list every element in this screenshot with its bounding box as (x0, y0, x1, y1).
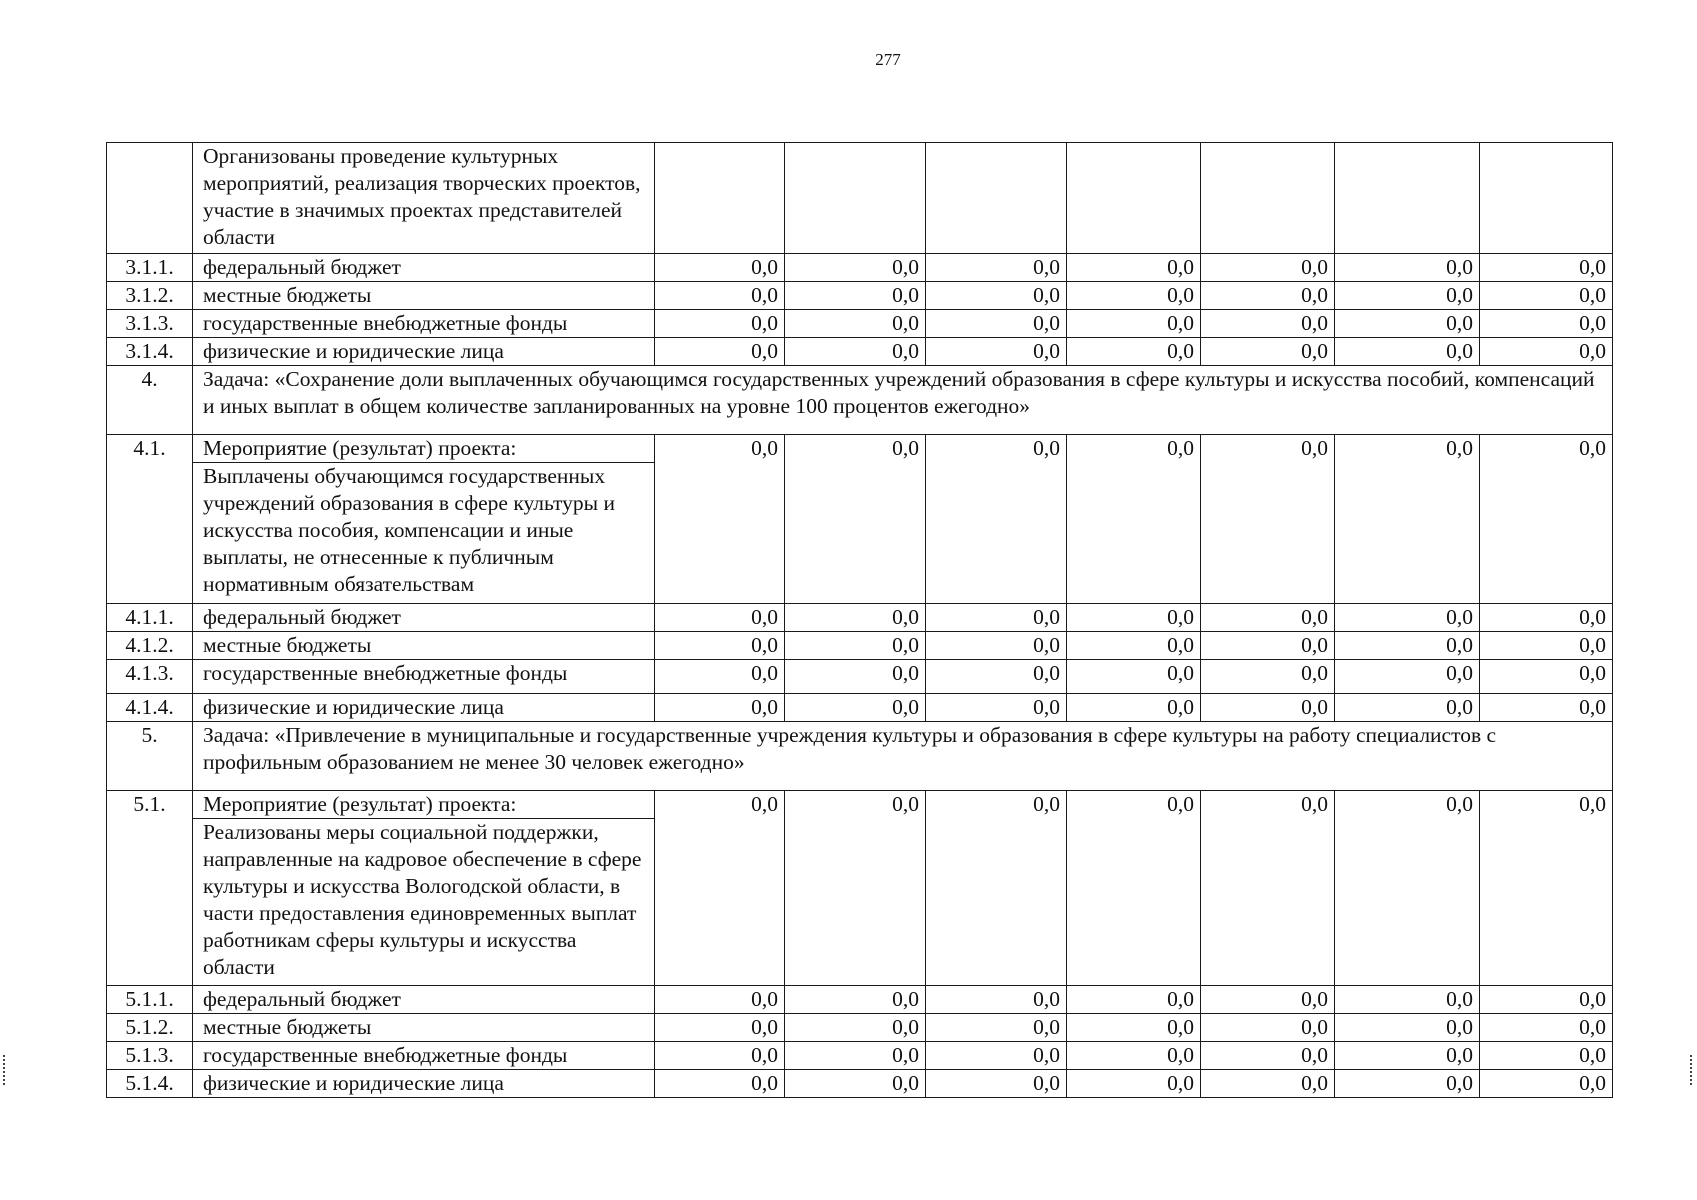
value-cell: 0,0 (1480, 435, 1613, 604)
right-margin-mark (1690, 1055, 1694, 1085)
funding-source-label: физические и юридические лица (193, 694, 655, 722)
value-cell: 0,0 (785, 282, 926, 310)
value-cell: 0,0 (785, 1070, 926, 1098)
value-cell: 0,0 (785, 254, 926, 282)
value-cell: 0,0 (655, 604, 785, 632)
value-cell: 0,0 (1480, 1070, 1613, 1098)
funding-source-row (107, 604, 1613, 632)
funding-source-row (107, 986, 1613, 1014)
row-number-cell: 4.1.3. (107, 660, 193, 694)
funding-source-label: федеральный бюджет (193, 986, 655, 1014)
row-number-cell: 5.1.3. (107, 1042, 193, 1070)
value-cell: 0,0 (1480, 694, 1613, 722)
value-cell: 0,0 (655, 310, 785, 338)
value-cell: 0,0 (1335, 632, 1480, 660)
task-number-cell: 5. (107, 722, 193, 791)
funding-source-row (107, 660, 1613, 694)
funding-source-row (107, 310, 1613, 338)
value-cell: 0,0 (655, 632, 785, 660)
value-cell: 0,0 (655, 282, 785, 310)
row-number-cell: 4.1.2. (107, 632, 193, 660)
empty-value-cell (655, 143, 785, 254)
value-cell: 0,0 (1201, 338, 1335, 366)
value-cell: 0,0 (926, 632, 1067, 660)
value-cell: 0,0 (1201, 791, 1335, 986)
value-cell: 0,0 (1480, 310, 1613, 338)
value-cell: 0,0 (655, 1070, 785, 1098)
table-body (107, 143, 1613, 1098)
funding-source-row (107, 1042, 1613, 1070)
value-cell: 0,0 (1335, 435, 1480, 604)
value-cell: 0,0 (1335, 338, 1480, 366)
funding-source-row (107, 694, 1613, 722)
row-number-cell: 5.1.1. (107, 986, 193, 1014)
value-cell: 0,0 (655, 986, 785, 1014)
value-cell: 0,0 (926, 1070, 1067, 1098)
value-cell: 0,0 (1480, 1014, 1613, 1042)
value-cell: 0,0 (1067, 1042, 1201, 1070)
row-description-cell: Организованы проведение культурных мероприятий, реализация творческих проектов, участие в значимых проектах представителей области (193, 143, 655, 254)
value-cell: 0,0 (1480, 1042, 1613, 1070)
funding-source-label: физические и юридические лица (193, 338, 655, 366)
value-cell: 0,0 (926, 310, 1067, 338)
value-cell: 0,0 (655, 338, 785, 366)
value-cell: 0,0 (1067, 338, 1201, 366)
value-cell: 0,0 (785, 660, 926, 694)
value-cell: 0,0 (1335, 791, 1480, 986)
row-number-cell: 3.1.1. (107, 254, 193, 282)
value-cell: 0,0 (1335, 254, 1480, 282)
measure-heading-cell: Мероприятие (результат) проекта: (193, 791, 655, 819)
value-cell: 0,0 (655, 1042, 785, 1070)
value-cell: 0,0 (926, 435, 1067, 604)
funding-source-row (107, 1014, 1613, 1042)
empty-value-cell (785, 143, 926, 254)
value-cell: 0,0 (1335, 1014, 1480, 1042)
value-cell: 0,0 (926, 694, 1067, 722)
value-cell: 0,0 (785, 1014, 926, 1042)
empty-value-cell (1201, 143, 1335, 254)
value-cell: 0,0 (1335, 986, 1480, 1014)
value-cell: 0,0 (926, 604, 1067, 632)
value-cell: 0,0 (1480, 632, 1613, 660)
row-number-cell: 5.1.4. (107, 1070, 193, 1098)
value-cell: 0,0 (1201, 694, 1335, 722)
value-cell: 0,0 (1335, 604, 1480, 632)
value-cell: 0,0 (785, 791, 926, 986)
funding-source-label: государственные внебюджетные фонды (193, 310, 655, 338)
empty-value-cell (926, 143, 1067, 254)
value-cell: 0,0 (926, 254, 1067, 282)
value-cell: 0,0 (785, 986, 926, 1014)
funding-source-label: государственные внебюджетные фонды (193, 1042, 655, 1070)
value-cell: 0,0 (1335, 1070, 1480, 1098)
value-cell: 0,0 (1201, 604, 1335, 632)
row-number-cell: 4.1.1. (107, 604, 193, 632)
value-cell: 0,0 (1480, 282, 1613, 310)
value-cell: 0,0 (1480, 986, 1613, 1014)
value-cell: 0,0 (1067, 604, 1201, 632)
value-cell: 0,0 (926, 1042, 1067, 1070)
funding-source-label: федеральный бюджет (193, 254, 655, 282)
value-cell: 0,0 (1067, 435, 1201, 604)
funding-source-row (107, 1070, 1613, 1098)
value-cell: 0,0 (926, 1014, 1067, 1042)
value-cell: 0,0 (1201, 310, 1335, 338)
funding-source-label: федеральный бюджет (193, 604, 655, 632)
budget-table (106, 142, 1613, 1098)
value-cell: 0,0 (1335, 310, 1480, 338)
value-cell: 0,0 (1335, 660, 1480, 694)
value-cell: 0,0 (1067, 791, 1201, 986)
empty-value-cell (1067, 143, 1201, 254)
value-cell: 0,0 (1335, 1042, 1480, 1070)
funding-source-label: местные бюджеты (193, 632, 655, 660)
value-cell: 0,0 (1480, 604, 1613, 632)
value-cell: 0,0 (655, 791, 785, 986)
value-cell: 0,0 (785, 632, 926, 660)
value-cell: 0,0 (1067, 660, 1201, 694)
task-description-cell: Задача: «Привлечение в муниципальные и государственные учреждения культуры и образования в сфере культуры на работу специалистов с профильным образованием не менее 30 человек ежегодно» (193, 722, 1613, 791)
value-cell: 0,0 (926, 986, 1067, 1014)
value-cell: 0,0 (1067, 1070, 1201, 1098)
value-cell: 0,0 (1480, 791, 1613, 986)
value-cell: 0,0 (1067, 310, 1201, 338)
value-cell: 0,0 (926, 338, 1067, 366)
value-cell: 0,0 (1067, 1014, 1201, 1042)
value-cell: 0,0 (655, 694, 785, 722)
value-cell: 0,0 (1335, 694, 1480, 722)
value-cell: 0,0 (926, 282, 1067, 310)
value-cell: 0,0 (1201, 1042, 1335, 1070)
value-cell: 0,0 (655, 660, 785, 694)
funding-source-label: местные бюджеты (193, 1014, 655, 1042)
left-margin-mark (3, 1055, 7, 1085)
task-number-cell: 4. (107, 366, 193, 435)
value-cell: 0,0 (785, 1042, 926, 1070)
value-cell: 0,0 (1480, 254, 1613, 282)
funding-source-label: государственные внебюджетные фонды (193, 660, 655, 694)
task-description-cell: Задача: «Сохранение доли выплаченных обучающимся государственных учреждений образования в сфере культуры и искусства пособий, компенсаций и иных выплат в общем количестве запланированных на уровне 100 процентов ежегодно» (193, 366, 1613, 435)
value-cell: 0,0 (785, 310, 926, 338)
value-cell: 0,0 (1067, 986, 1201, 1014)
row-number-cell: 5.1.2. (107, 1014, 193, 1042)
funding-source-row (107, 254, 1613, 282)
row-number-cell: 3.1.3. (107, 310, 193, 338)
value-cell: 0,0 (785, 694, 926, 722)
value-cell: 0,0 (1067, 694, 1201, 722)
value-cell: 0,0 (926, 791, 1067, 986)
value-cell: 0,0 (785, 604, 926, 632)
funding-source-row (107, 282, 1613, 310)
value-cell: 0,0 (1201, 282, 1335, 310)
value-cell: 0,0 (785, 435, 926, 604)
funding-source-row (107, 632, 1613, 660)
value-cell: 0,0 (1480, 660, 1613, 694)
value-cell: 0,0 (1201, 1014, 1335, 1042)
measure-number-cell: 5.1. (107, 791, 193, 986)
row-number-cell: 3.1.2. (107, 282, 193, 310)
value-cell: 0,0 (1201, 254, 1335, 282)
intro-row (107, 143, 1613, 254)
value-cell: 0,0 (1480, 338, 1613, 366)
funding-source-row (107, 338, 1613, 366)
page-number: 277 (875, 50, 901, 69)
row-number-cell: 3.1.4. (107, 338, 193, 366)
value-cell: 0,0 (1067, 254, 1201, 282)
measure-row (107, 791, 1613, 819)
value-cell: 0,0 (1067, 282, 1201, 310)
empty-value-cell (1480, 143, 1613, 254)
value-cell: 0,0 (655, 254, 785, 282)
funding-source-label: физические и юридические лица (193, 1070, 655, 1098)
measure-row (107, 435, 1613, 463)
measure-heading-cell: Мероприятие (результат) проекта: (193, 435, 655, 463)
value-cell: 0,0 (785, 338, 926, 366)
row-number-cell (107, 143, 193, 254)
measure-description-cell: Выплачены обучающимся государственных учреждений образования в сфере культуры и искусства пособия, компенсации и иные выплаты, не отнесенные к публичным нормативным обязательствам (193, 463, 655, 604)
value-cell: 0,0 (1201, 660, 1335, 694)
task-row (107, 722, 1613, 791)
value-cell: 0,0 (1201, 632, 1335, 660)
value-cell: 0,0 (655, 1014, 785, 1042)
measure-description-cell: Реализованы меры социальной поддержки, направленные на кадровое обеспечение в сфере культуры и искусства Вологодской области, в части предоставления единовременных выплат работникам сферы культуры и искусства области (193, 819, 655, 986)
value-cell: 0,0 (1067, 632, 1201, 660)
empty-value-cell (1335, 143, 1480, 254)
task-row (107, 366, 1613, 435)
row-number-cell: 4.1.4. (107, 694, 193, 722)
value-cell: 0,0 (1201, 1070, 1335, 1098)
value-cell: 0,0 (1335, 282, 1480, 310)
value-cell: 0,0 (655, 435, 785, 604)
funding-source-label: местные бюджеты (193, 282, 655, 310)
value-cell: 0,0 (926, 660, 1067, 694)
measure-number-cell: 4.1. (107, 435, 193, 604)
value-cell: 0,0 (1201, 435, 1335, 604)
value-cell: 0,0 (1201, 986, 1335, 1014)
